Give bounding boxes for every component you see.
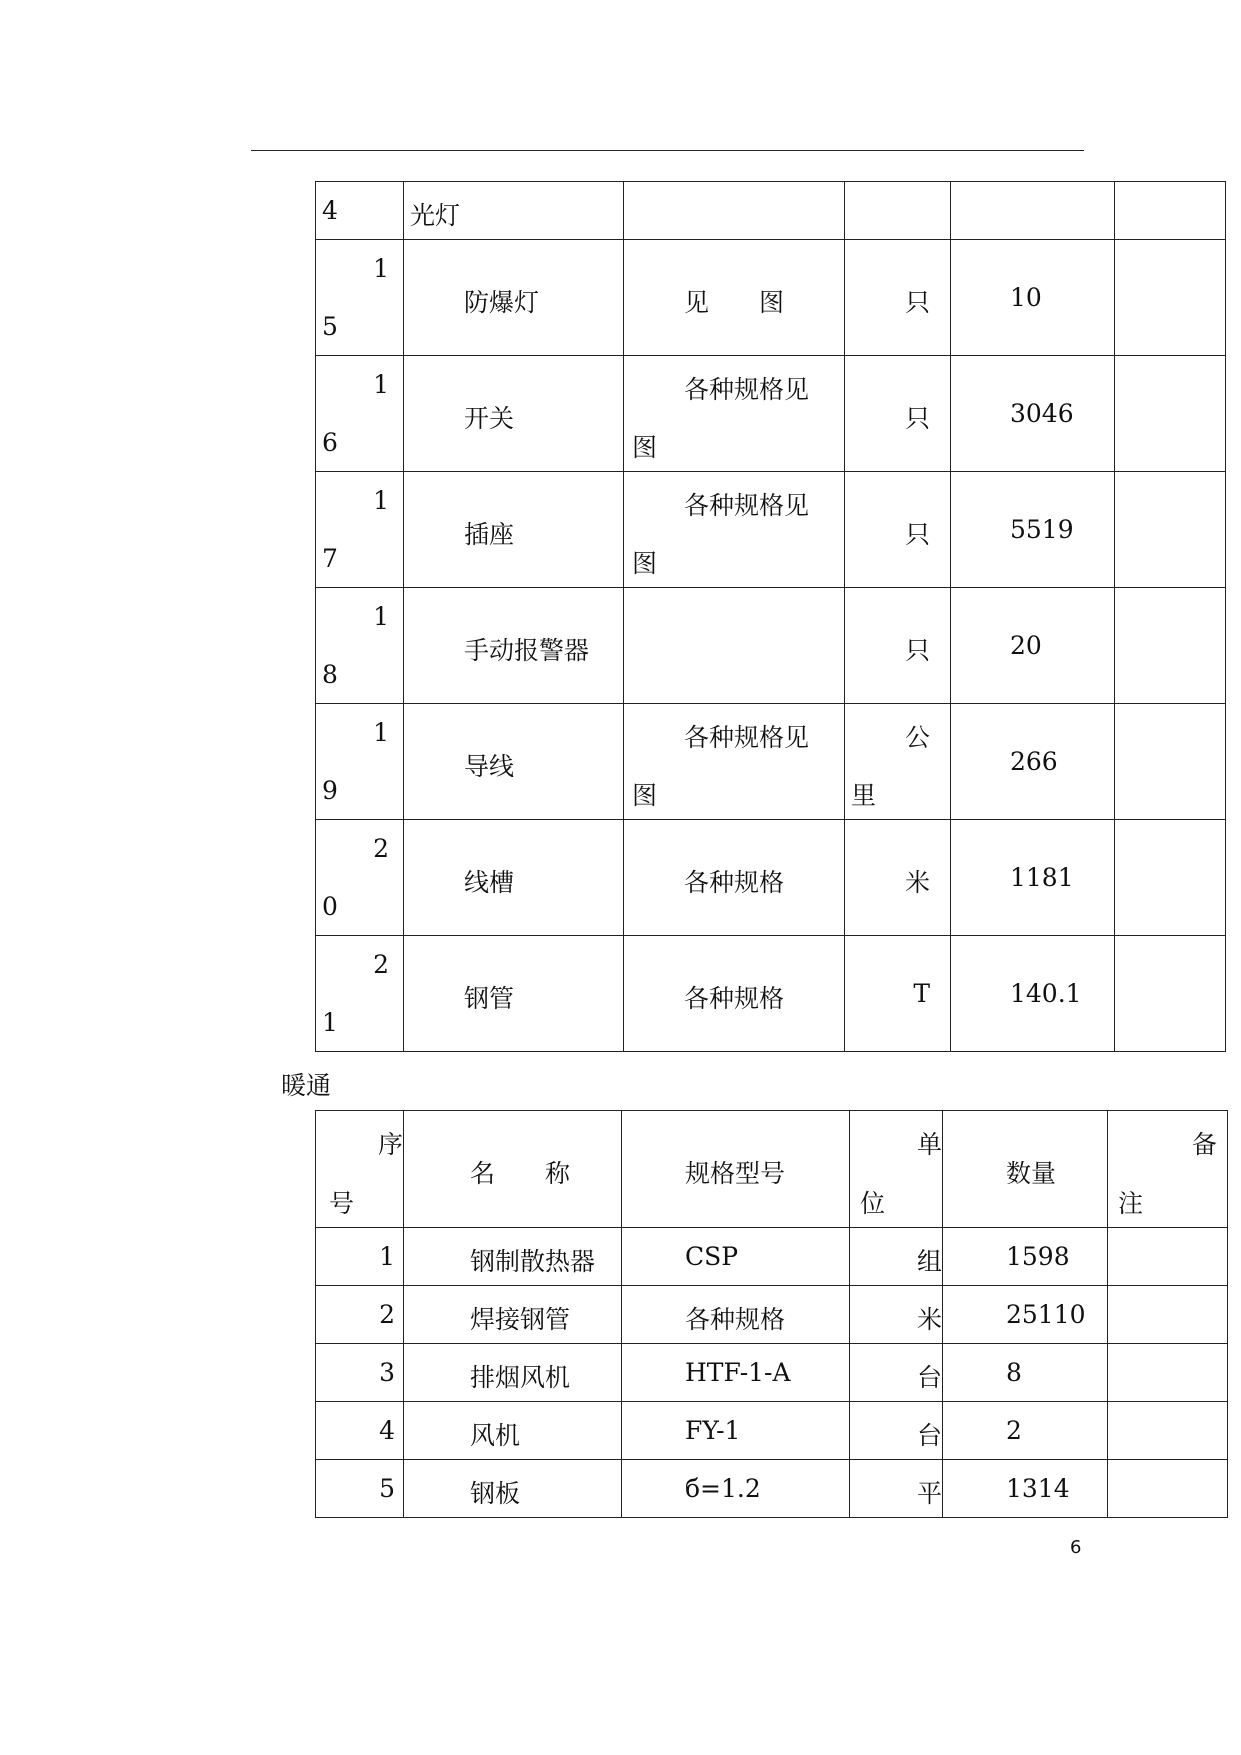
row-no-cell: 4 [316,1402,404,1460]
row-spec-cell: CSP [622,1228,850,1286]
row-note-cell [1115,588,1226,704]
row-name-cell: 线槽 [404,820,624,936]
table-row [316,588,1226,704]
row-qty-cell: 1598 [943,1228,1108,1286]
table-row [316,472,1226,588]
row-qty-cell: 140.1 [951,936,1115,1052]
row-spec-cell [624,588,845,704]
table-row [316,936,1226,1052]
row-name-cell: 插座 [404,472,624,588]
row-name-cell: 钢板 [404,1460,622,1518]
row-note-cell [1115,240,1226,356]
row-name-cell: 导线 [404,704,624,820]
row-name-cell: 焊接钢管 [404,1286,622,1344]
row-note-cell [1115,356,1226,472]
row-name-cell: 防爆灯 [404,240,624,356]
table-row [316,182,1226,240]
row-name-cell: 开关 [404,356,624,472]
row-no-cell: 1 7 [316,472,404,588]
row-note-cell [1115,820,1226,936]
row-unit-cell: 平 [850,1460,943,1518]
row-no-cell: 1 5 [316,240,404,356]
row-unit-cell: 米 [845,820,951,936]
row-unit-cell: 只 [845,356,951,472]
row-qty-cell [951,182,1115,240]
row-spec-cell: б=1.2 [622,1460,850,1518]
row-no-cell: 1 9 [316,704,404,820]
table-row [316,820,1226,936]
table-row [316,704,1226,820]
row-note-cell [1108,1344,1228,1402]
row-spec-cell: 各种规格见 图 [624,704,845,820]
table-row [316,1460,1228,1518]
table-row [316,1402,1228,1460]
row-qty-cell: 20 [951,588,1115,704]
row-no-cell: 2 1 [316,936,404,1052]
section-title: 暖通 [281,1071,332,1100]
row-name-cell: 光灯 [404,182,624,240]
row-unit-cell: 只 [845,240,951,356]
row-unit-cell: 台 [850,1402,943,1460]
materials-table-hvac [315,1110,1228,1518]
row-unit-cell: T [845,936,951,1052]
row-spec-cell: 见 图 [624,240,845,356]
row-spec-cell: 各种规格 [624,936,845,1052]
table-row [316,356,1226,472]
header-note-cell: 备 注 [1108,1111,1228,1228]
table-row [316,1344,1228,1402]
row-note-cell [1115,182,1226,240]
row-spec-cell [624,182,845,240]
materials-table-electrical [315,181,1226,1052]
row-spec-cell: 各种规格见 图 [624,356,845,472]
row-qty-cell: 1181 [951,820,1115,936]
header-no-cell: 序 号 [316,1111,404,1228]
row-qty-cell: 25110 [943,1286,1108,1344]
row-qty-cell: 2 [943,1402,1108,1460]
header-spec-cell: 规格型号 [622,1111,850,1228]
row-no-cell: 4 [316,182,404,240]
row-no-cell: 2 [316,1286,404,1344]
row-unit-cell: 台 [850,1344,943,1402]
row-unit-cell: 只 [845,472,951,588]
row-note-cell [1108,1228,1228,1286]
row-spec-cell: FY-1 [622,1402,850,1460]
table-row [316,1228,1228,1286]
row-name-cell: 手动报警器 [404,588,624,704]
row-no-cell: 5 [316,1460,404,1518]
row-no-cell: 1 6 [316,356,404,472]
row-unit-cell: 公 里 [845,704,951,820]
row-unit-cell [845,182,951,240]
row-qty-cell: 3046 [951,356,1115,472]
row-qty-cell: 266 [951,704,1115,820]
row-spec-cell: 各种规格见 图 [624,472,845,588]
row-spec-cell: 各种规格 [622,1286,850,1344]
header-rule [251,150,1084,151]
row-no-cell: 1 [316,1228,404,1286]
header-unit-cell: 单 位 [850,1111,943,1228]
row-name-cell: 风机 [404,1402,622,1460]
row-no-cell: 3 [316,1344,404,1402]
row-note-cell [1115,704,1226,820]
page-number: 6 [1070,1537,1082,1558]
table-row [316,240,1226,356]
row-name-cell: 钢制散热器 [404,1228,622,1286]
header-name-cell: 名 称 [404,1111,622,1228]
row-note-cell [1108,1286,1228,1344]
row-qty-cell: 1314 [943,1460,1108,1518]
row-note-cell [1115,936,1226,1052]
row-qty-cell: 5519 [951,472,1115,588]
row-qty-cell: 8 [943,1344,1108,1402]
table-header-row [316,1111,1228,1228]
row-note-cell [1108,1460,1228,1518]
row-name-cell: 钢管 [404,936,624,1052]
row-spec-cell: 各种规格 [624,820,845,936]
row-note-cell [1115,472,1226,588]
table-row [316,1286,1228,1344]
row-qty-cell: 10 [951,240,1115,356]
row-note-cell [1108,1402,1228,1460]
row-unit-cell: 只 [845,588,951,704]
row-name-cell: 排烟风机 [404,1344,622,1402]
row-unit-cell: 组 [850,1228,943,1286]
header-qty-cell: 数量 [943,1111,1108,1228]
row-unit-cell: 米 [850,1286,943,1344]
row-no-cell: 1 8 [316,588,404,704]
row-no-cell: 2 0 [316,820,404,936]
row-spec-cell: HTF-1-A [622,1344,850,1402]
